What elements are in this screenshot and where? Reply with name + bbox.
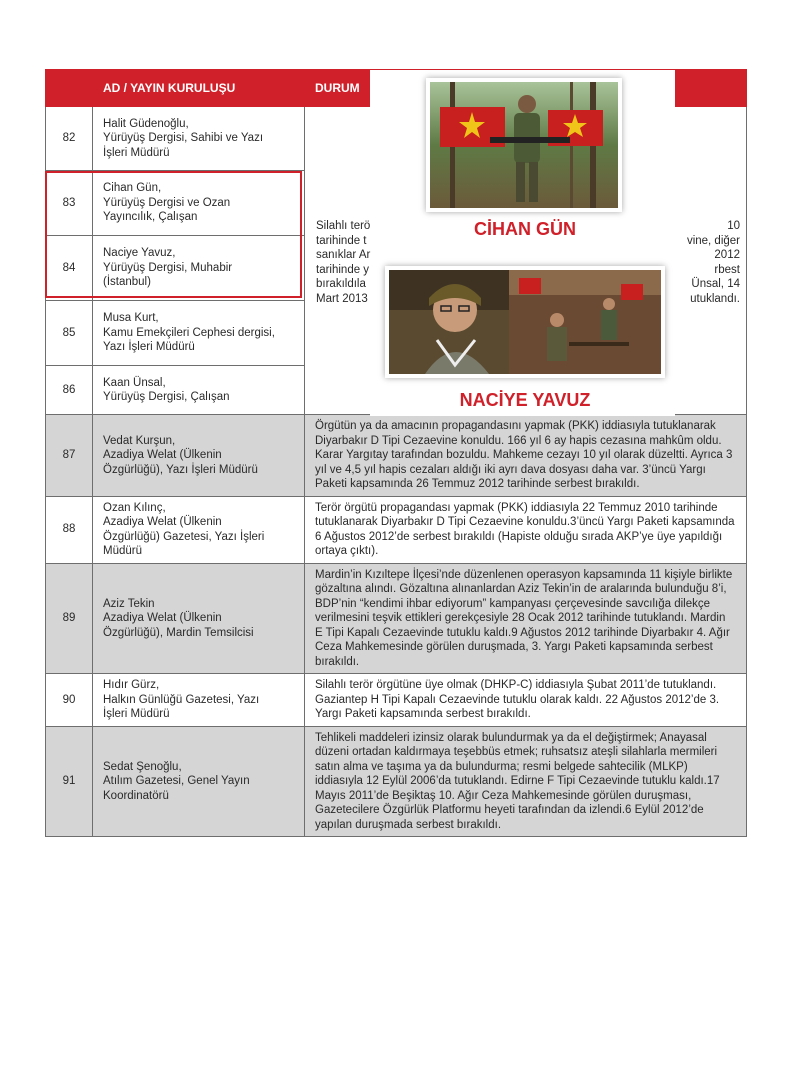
row-number: 86	[46, 366, 93, 415]
header-no	[46, 70, 93, 107]
row-status: Silahlı terör örgütüne üye olmak (DHKP-C) iddiasıyla Şubat 2011’de tutuklandı. Gaziantep H Tipi Kapalı Cezaevinde tutuklu olarak kaldı. 22 Ağustos 2012’de 3. Yargı Paketi kapsamında serbest bırakıldı.	[305, 674, 747, 727]
row-number: 91	[46, 726, 93, 837]
row-number: 85	[46, 301, 93, 366]
table-row	[46, 563, 747, 674]
row-number: 82	[46, 107, 93, 171]
row-name: Kaan Ünsal, Yürüyüş Dergisi, Çalışan	[93, 366, 305, 415]
row-status: Terör örgütü propagandası yapmak (PKK) iddiasıyla 22 Temmuz 2010 tarihinde tutuklanarak Diyarbakır D Tipi Cezaevine konuldu.3’üncü Yargı Paketi kapsamında 6 Ağustos 2012’de serbest bırakıldı (Hapiste olduğu sırada AKP’ye üye yapıldığı ortaya çıktı).	[305, 496, 747, 563]
row-name: Musa Kurt, Kamu Emekçileri Cephesi dergisi, Yazı İşleri Müdürü	[93, 301, 305, 366]
row-number: 87	[46, 415, 93, 497]
row-status: Mardin’in Kızıltepe İlçesi’nde düzenlenen operasyon kapsamında 11 kişiyle birlikte gözaltına alındı. Gözaltına alınanlardan Aziz Tekin’in de aralarında bulunduğu 8’i, BDP’nin “kendimi ihbar ediyorum” kampanyası çerçevesinde savcılığa dilekçe verilmesini teşvik ettikleri gerekçesiyle 28 Ocak 2012 tarihinde tutuklandı. Mardin E Tipi Kapalı Cezaevinde tutuklu kaldı.9 Ağustos 2012 tarihinde Diyarbakır 4. Ağır Ceza Mahkemesinde görülen duruşmada, 3. Yargı Paketi kapsamında serbest bırakıldı.	[305, 563, 747, 674]
row-number: 83	[46, 171, 93, 236]
row-number: 89	[46, 563, 93, 674]
table-row	[46, 415, 747, 497]
photo-cihan-gun	[426, 78, 622, 212]
row-name: Aziz Tekin Azadiya Welat (Ülkenin Özgürlüğü), Mardin Temsilcisi	[93, 563, 305, 674]
row-status: Örgütün ya da amacının propagandasını yapmak (PKK) iddiasıyla tutuklanarak Diyarbakır D Tipi Cezaevine konuldu. 166 yıl 6 ay hapis cezasına mahkûm oldu. Karar Yargıtay tarafından bozuldu. Mahkeme cezayı 10 yıl olarak düzeltti. Ayrıca 3 yıl ve 4,5 yıl hapis cezaları aldığı iki ayrı dava dosyası daha var. 3’üncü Yargı Paketi kapsamında 26 Temmuz 2012 tarihinde serbest bırakıldı.	[305, 415, 747, 497]
row-name: Naciye Yavuz, Yürüyüş Dergisi, Muhabir (İstanbul)	[93, 236, 305, 301]
header-status: DURUM	[305, 70, 747, 107]
header-red-fill	[675, 70, 745, 106]
header-name: AD / YAYIN KURULUŞU	[93, 70, 305, 107]
row-number: 88	[46, 496, 93, 563]
row-name: Vedat Kurşun, Azadiya Welat (Ülkenin Özgürlüğü), Yazı İşleri Müdürü	[93, 415, 305, 497]
row-status: Tehlikeli maddeleri izinsiz olarak bulundurmak ya da el değiştirmek; Anayasal düzeni ortadan kaldırmaya teşebbüs etmek; ruhsatsız ateşli silahlarla mermileri satın alma ve taşıma ya da bulundurma; resmi belgede sahtecilik (MLKP) iddiasıyla 12 Eylül 2006’da tutuklandı. Edirne F Tipi Cezaevinde tutuklu kaldı.17 Mayıs 2011’de Beşiktaş 10. Ağır Ceza Mahkemesinde görülen duruşması, Gazetecilere Özgürlük Platformu heyeti tarafından da izlendi.6 Eylül 2012’de yapılan duruşmada serbest bırakıldı.	[305, 726, 747, 837]
row-number: 90	[46, 674, 93, 727]
table-row	[46, 674, 747, 727]
row-name: Halit Güdenoğlu, Yürüyüş Dergisi, Sahibi ve Yazı İşleri Müdürü	[93, 107, 305, 171]
row-name: Hıdır Gürz, Halkın Günlüğü Gazetesi, Yazı İşleri Müdürü	[93, 674, 305, 727]
caption-cihan-gun: CİHAN GÜN	[474, 219, 576, 239]
row-name: Sedat Şenoğlu, Atılım Gazetesi, Genel Yayın Koordinatörü	[93, 726, 305, 837]
forest-fighter-image	[430, 82, 618, 208]
caption-naciye-yavuz: NACİYE YAVUZ	[459, 390, 591, 410]
portrait-camp-image	[389, 270, 661, 374]
table-row	[46, 496, 747, 563]
row-number: 84	[46, 236, 93, 301]
status-fragments-right: 10 vine, diğer 2012 rbest Ünsal, 14 utuklandı.	[686, 220, 740, 305]
row-name: Cihan Gün, Yürüyüş Dergisi ve Ozan Yayıncılık, Çalışan	[93, 171, 305, 236]
photo-naciye-yavuz	[385, 266, 665, 378]
table-row	[46, 726, 747, 837]
status-fragments-left: Silahlı terö tarihinde t sanıklar Ar tarihinde y bırakıldıla Mart 2013	[316, 220, 371, 305]
row-name: Ozan Kılınç, Azadiya Welat (Ülkenin Özgürlüğü) Gazetesi, Yazı İşleri Müdürü	[93, 496, 305, 563]
